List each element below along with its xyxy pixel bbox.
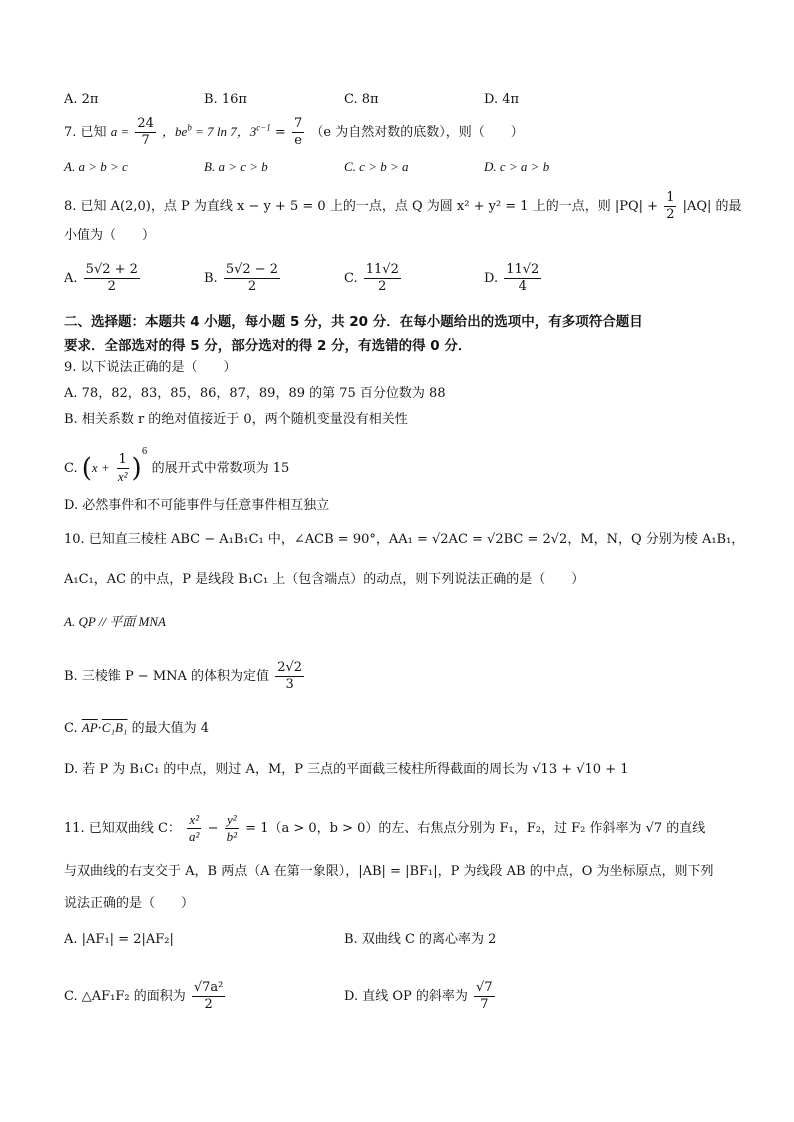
q6-option-d: D. 4π [484, 92, 520, 107]
q7-option-d: D. c > a > b [484, 159, 550, 174]
q8-option-d: D. $\frac{11√2}{4}$ [484, 262, 540, 294]
section2-heading-line2: 要求．全部选对的得 5 分，部分选对的得 2 分，有选错的得 0 分． [64, 338, 472, 354]
q10-option-b: B. 三棱锥 P − MNA 的体积为定值 $\frac{2√2}{3}$ [64, 660, 303, 692]
q11-option-b: B. 双曲线 C 的离心率为 2 [344, 932, 497, 947]
q11-option-c: C. △AF₁F₂ 的面积为 $\frac{\text{√7a²}}{2}$ [64, 980, 224, 1012]
q7-math-a: a = [110, 124, 130, 139]
q8-stem-line2: 小值为（ ） [64, 228, 156, 243]
q8-stem-line1 [64, 190, 742, 223]
q9-stem: 9. 以下说法正确的是（ ） [64, 360, 237, 375]
q11-stem-line2: 与双曲线的右支交于 A，B 两点（A 在第一象限），|AB| = |BF₁|，P 为线段 AB 的中点，O 为坐标原点，则下列 [64, 864, 714, 879]
q10-option-d: D. 若 P 为 B₁C₁ 的中点，则过 A，M，P 三点的平面截三棱柱所得截面的周长为 √13 + √10 + 1 [64, 762, 629, 777]
q7-math-b: ，be [162, 124, 188, 139]
q7-stem: 7. 已知 a = $\frac{24}{7}$ ，$be^b = 7$ ln 7，$3^{c-1}$ = $\frac{7}{e}$ （e 为自然对数的底数），则（ ） [64, 116, 524, 148]
q10-option-c: C. $\overline{AP}\cdot C_1B_1$ 的最大值为 4 [64, 720, 209, 736]
q11-stem-line1: 11. 已知双曲线 C： $\frac{\text{x²}}{\text{a²}}$ − $\frac{\text{y²}}{\text{b²}}$ = 1（a > 0，b > 0）的左、右焦点分别为 F₁，F₂，过 F₂ 作斜率为 √7 的直线 [64, 812, 706, 844]
q6-option-a: A. 2π [64, 92, 99, 107]
q6-option-b: B. 16π [204, 92, 247, 107]
q8-option-c: C. $\frac{11√2}{2}$ [344, 262, 399, 294]
section2-heading-line1: 二、选择题：本题共 4 小题，每小题 5 分，共 20 分．在每小题给出的选项中，有多项符合题目 [64, 314, 643, 330]
q8-line1-a: 8. 已知 A(2,0)，点 P 为直线 x − y + 5 = 0 上的一点，点 Q 为圆 x² + y² = 1 上的一点，则 |PQ| + [64, 199, 659, 214]
q8-line1-b: |AQ| 的最 [682, 199, 742, 214]
q7-prefix: 7. 已知 [64, 125, 107, 140]
q10-option-a: A. QP // 平面 MNA [64, 614, 166, 629]
q7-option-b: B. a > c > b [204, 159, 268, 174]
q7-suffix: （e 为自然对数的底数），则（ ） [310, 125, 524, 140]
q6-option-c: C. 8π [344, 92, 379, 107]
q7-frac-c: $\frac{7}{e}$ [293, 116, 303, 148]
q11-option-d: D. 直线 OP 的斜率为 $\frac{√7}{7}$ [344, 980, 493, 1012]
q11-option-a: A. |AF₁| = 2|AF₂| [64, 932, 174, 947]
q10-stem-line2: A₁C₁，AC 的中点，P 是线段 B₁C₁ 上（包含端点）的动点，则下列说法正确的是（ ） [64, 572, 585, 587]
q9-option-a: A. 78，82，83，85，86，87，89，89 的第 75 百分位数为 88 [64, 386, 446, 401]
q10-stem-line1: 10. 已知直三棱柱 ABC − A₁B₁C₁ 中，∠ACB = 90°，AA₁ = √2AC = √2BC = 2√2，M，N，Q 分别为棱 A₁B₁， [64, 532, 745, 547]
q7-option-c: C. c > b > a [344, 159, 409, 174]
q9-option-c: C. (x + $\frac{1}{\text{x²}}$ )$^6$ 的展开式中常数项为 15 [64, 447, 290, 484]
q9-option-d: D. 必然事件和不可能事件与任意事件相互独立 [64, 498, 330, 513]
q8-half-frac: $\frac{1}{2}$ [666, 190, 675, 222]
q7-math-c: = [270, 125, 286, 140]
q11-stem-line3: 说法正确的是（ ） [64, 896, 195, 911]
q7-math-b2: = 7 ln 7，3 [191, 124, 257, 139]
q8-option-b: B. $\frac{5√2 - 2}{2}$ [204, 262, 279, 294]
q7-option-a: A. a > b > c [64, 159, 128, 174]
q8-option-a: A. $\frac{5√2 + 2}{2}$ [64, 262, 138, 294]
q9-option-b: B. 相关系数 r 的绝对值接近于 0，两个随机变量没有相关性 [64, 412, 408, 427]
q7-frac-a: $\frac{24}{7}$ [137, 116, 154, 148]
